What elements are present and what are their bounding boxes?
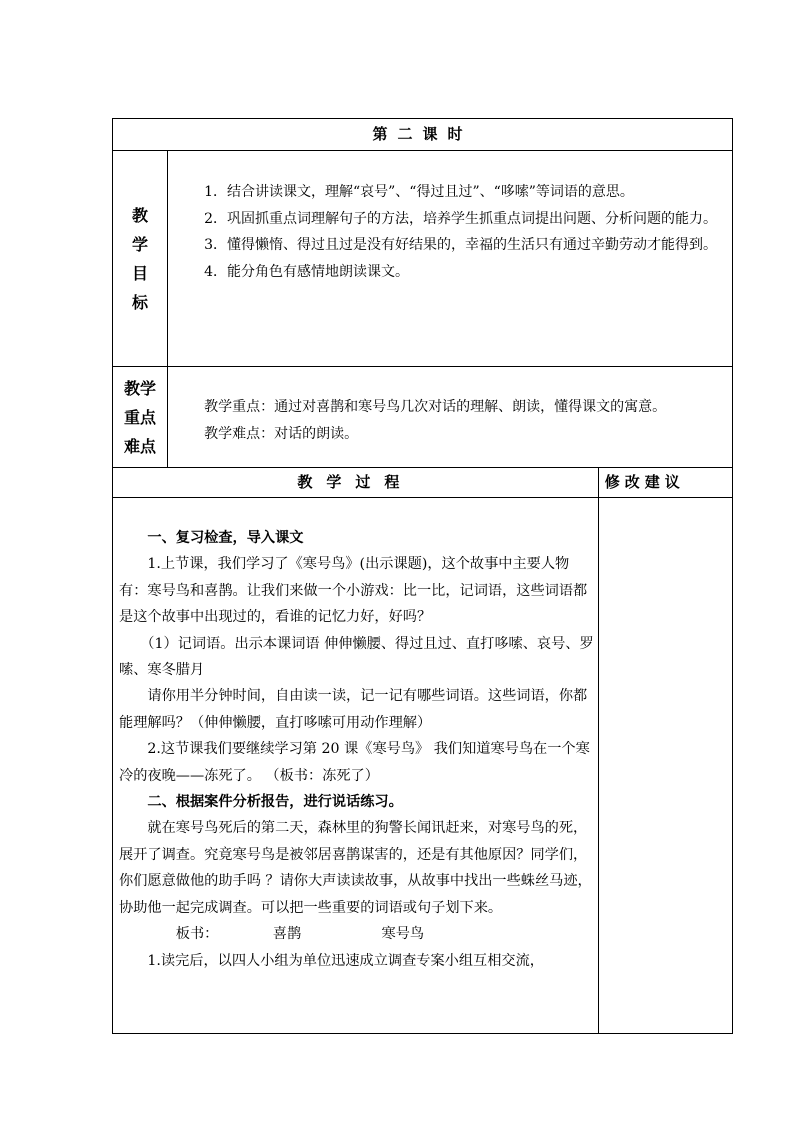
process-paragraph: （1）记词语。出示本课词语 伸伸懒腰、得过且过、直打哆嗦、哀号、罗嗦、寒冬腊月 — [119, 635, 594, 679]
process-row — [113, 498, 733, 1034]
board-label: 板书： — [175, 926, 219, 943]
focus-label-line: 教学 — [124, 378, 157, 398]
process-header-row — [113, 468, 733, 498]
focus-label-line: 重点 — [124, 407, 157, 427]
process-header: 教学过程 — [113, 468, 599, 498]
board-item: 寒号鸟 — [381, 926, 425, 943]
revision-header: 修改建议 — [598, 468, 732, 498]
process-cell — [113, 498, 599, 1034]
goal-item: 1．结合讲读课文，理解“哀号”、“得过且过”、“哆嗦”等词语的意思。 — [204, 184, 634, 200]
lesson-plan-table — [112, 118, 733, 1034]
goals-label — [113, 151, 168, 367]
goal-item: 3．懂得懒惰、得过且过是没有好结果的，幸福的生活只有通过辛勤劳动才能得到。 — [204, 237, 717, 253]
goal-item: 2．巩固抓重点词理解句子的方法，培养学生抓重点词提出问题、分析问题的能力。 — [204, 210, 717, 227]
goals-row — [113, 151, 733, 367]
goals-label-char: 学 — [132, 234, 149, 254]
process-paragraph: 就在寒号鸟死后的第二天，森林里的狗警长闻讯赶来，对寒号鸟的死，展开了调查。究竟寒号鸟是被邻居喜鹊谋害的，还是有其他原因？同学们，你们愿意做他的助手吗 ？请你大声读读故事，从故事中找出一些蛛丝马迹，协助他一起完成调查。可以把一些重要的词语或句子划下来。 — [119, 820, 592, 916]
board-item: 喜鹊 — [272, 926, 302, 943]
process-paragraph: 请你用半分钟时间，自由读一读，记一记有哪些词语。这些词语，你都能理解吗？（伸伸懒腰，直打哆嗦可用动作理解） — [119, 688, 588, 731]
goals-content — [168, 151, 733, 367]
process-paragraph: 2.这节课我们要继续学习第 20 课《寒号鸟》 我们知道寒号鸟在一个寒冷的夜晚——冻死了。 （板书：冻死了） — [119, 741, 590, 784]
lesson-title: 第二课时 — [113, 119, 733, 151]
goals-label-char: 教 — [132, 205, 149, 225]
process-paragraph: 1.读完后，以四人小组为单位迅速成立调查专案小组互相交流， — [147, 952, 544, 969]
title-row — [113, 119, 733, 151]
focus-row — [113, 367, 733, 468]
difficulty-point: 教学难点：对话的朗读。 — [204, 426, 359, 442]
section-title: 一、复习检查，导入课文 — [147, 530, 304, 546]
key-point: 教学重点：通过对喜鹊和寒号鸟几次对话的理解、朗读，懂得课文的寓意。 — [204, 399, 667, 415]
goals-label-char: 目 — [132, 263, 149, 283]
process-content — [113, 498, 598, 1033]
process-paragraph: 1.上节课，我们学习了《寒号鸟》(出示课题)，这个故事中主要人物有：寒号鸟和喜鹊。让我们来做一个小游戏：比一比，记词语，这些词语都是这个故事中出现过的，看谁的记忆力好，好吗？ — [119, 556, 588, 626]
section-title: 二、根据案件分析报告，进行说话练习。 — [147, 794, 403, 811]
focus-label-line: 难点 — [124, 436, 157, 456]
revision-cell — [598, 498, 732, 1034]
goal-item: 4．能分角色有感情地朗读课文。 — [204, 263, 409, 280]
focus-label — [113, 367, 168, 468]
board-writing — [119, 921, 594, 947]
goals-label-char: 标 — [132, 292, 149, 312]
focus-content — [168, 367, 733, 468]
